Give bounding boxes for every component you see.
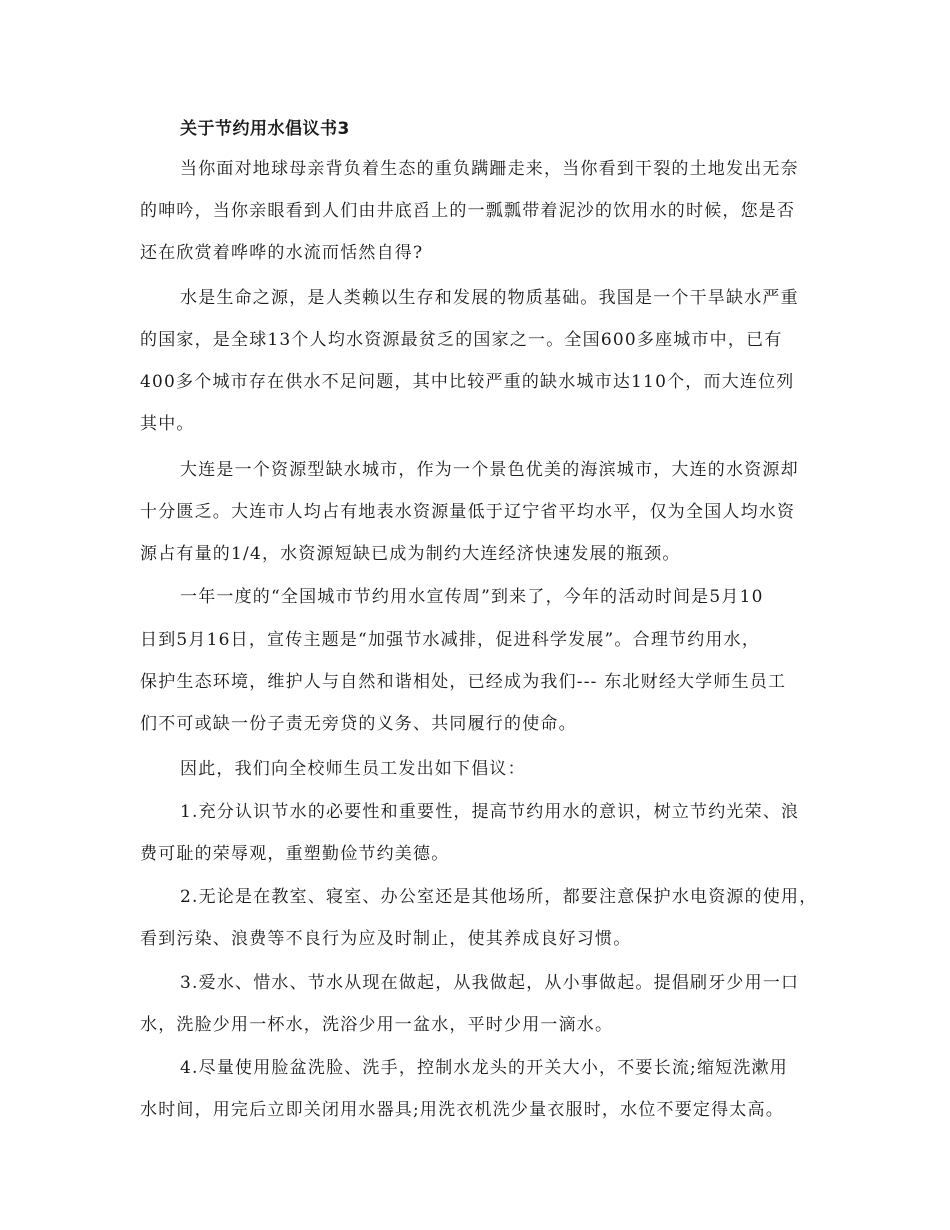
paragraph-line: 3.爱水、惜水、节水从现在做起，从我做起，从小事做起。提倡刷牙少用一口 [180,973,800,993]
paragraph-line: 大连是一个资源型缺水城市，作为一个景色优美的海滨城市，大连的水资源却 [180,460,799,480]
paragraph-line: 保护生态环境，维护人与自然和谐相处，已经成为我们--- 东北财经大学师生员工 [140,672,787,692]
paragraph-line: 水，洗脸少用一杯水，洗浴少用一盆水，平时少用一滴水。 [140,1015,614,1035]
paragraph-line: 们不可或缺一份子责无旁贷的义务、共同履行的使命。 [140,714,577,734]
paragraph-line: 一年一度的“全国城市节约用水宣传周”到来了，今年的活动时间是5月10 [180,587,764,607]
paragraph-line: 源占有量的1/4，水资源短缺已成为制约大连经济快速发展的瓶颈。 [140,544,681,564]
paragraph-line: 水是生命之源，是人类赖以生存和发展的物质基础。我国是一个干旱缺水严重 [180,288,799,308]
paragraph-line: 还在欣赏着哗哗的水流而恬然自得? [140,243,424,263]
paragraph-line: 费可耻的荣辱观，重塑勤俭节约美德。 [140,844,450,864]
paragraph-line: 其中。 [140,414,195,434]
paragraph-line: 水时间，用完后立即关闭用水器具;用洗衣机洗少量衣服时，水位不要定得太高。 [140,1100,784,1120]
paragraph-line: 当你面对地球母亲背负着生态的重负蹒跚走来，当你看到干裂的土地发出无奈 [180,159,799,179]
paragraph-line: 看到污染、浪费等不良行为应及时制止，使其养成良好习惯。 [140,929,632,949]
paragraph-line: 1.充分认识节水的必要性和重要性，提高节约用水的意识，树立节约光荣、浪 [180,802,800,822]
document-title: 关于节约用水倡议书3 [180,119,350,139]
paragraph-line: 4.尽量使用脸盆洗脸、洗手，控制水龙头的开关大小，不要长流;缩短洗漱用 [180,1058,788,1078]
paragraph-line: 因此，我们向全校师生员工发出如下倡议： [180,759,526,779]
paragraph-line: 400多个城市存在供水不足问题，其中比较严重的缺水城市达110个，而大连位列 [140,372,795,392]
paragraph-line: 2.无论是在教室、寝室、办公室还是其他场所，都要注意保护水电资源的使用， [180,887,818,907]
paragraph-line: 的国家，是全球13个人均水资源最贫乏的国家之一。全国600多座城市中，已有 [140,330,783,350]
paragraph-line: 的呻吟，当你亲眼看到人们由井底舀上的一瓢瓢带着泥沙的饮用水的时候，您是否 [140,201,796,221]
paragraph-line: 十分匮乏。大连市人均占有地表水资源量低于辽宁省平均水平，仅为全国人均水资 [140,502,796,522]
paragraph-line: 日到5月16日，宣传主题是“加强节水减排，促进科学发展”。合理节约用水， [140,630,761,650]
